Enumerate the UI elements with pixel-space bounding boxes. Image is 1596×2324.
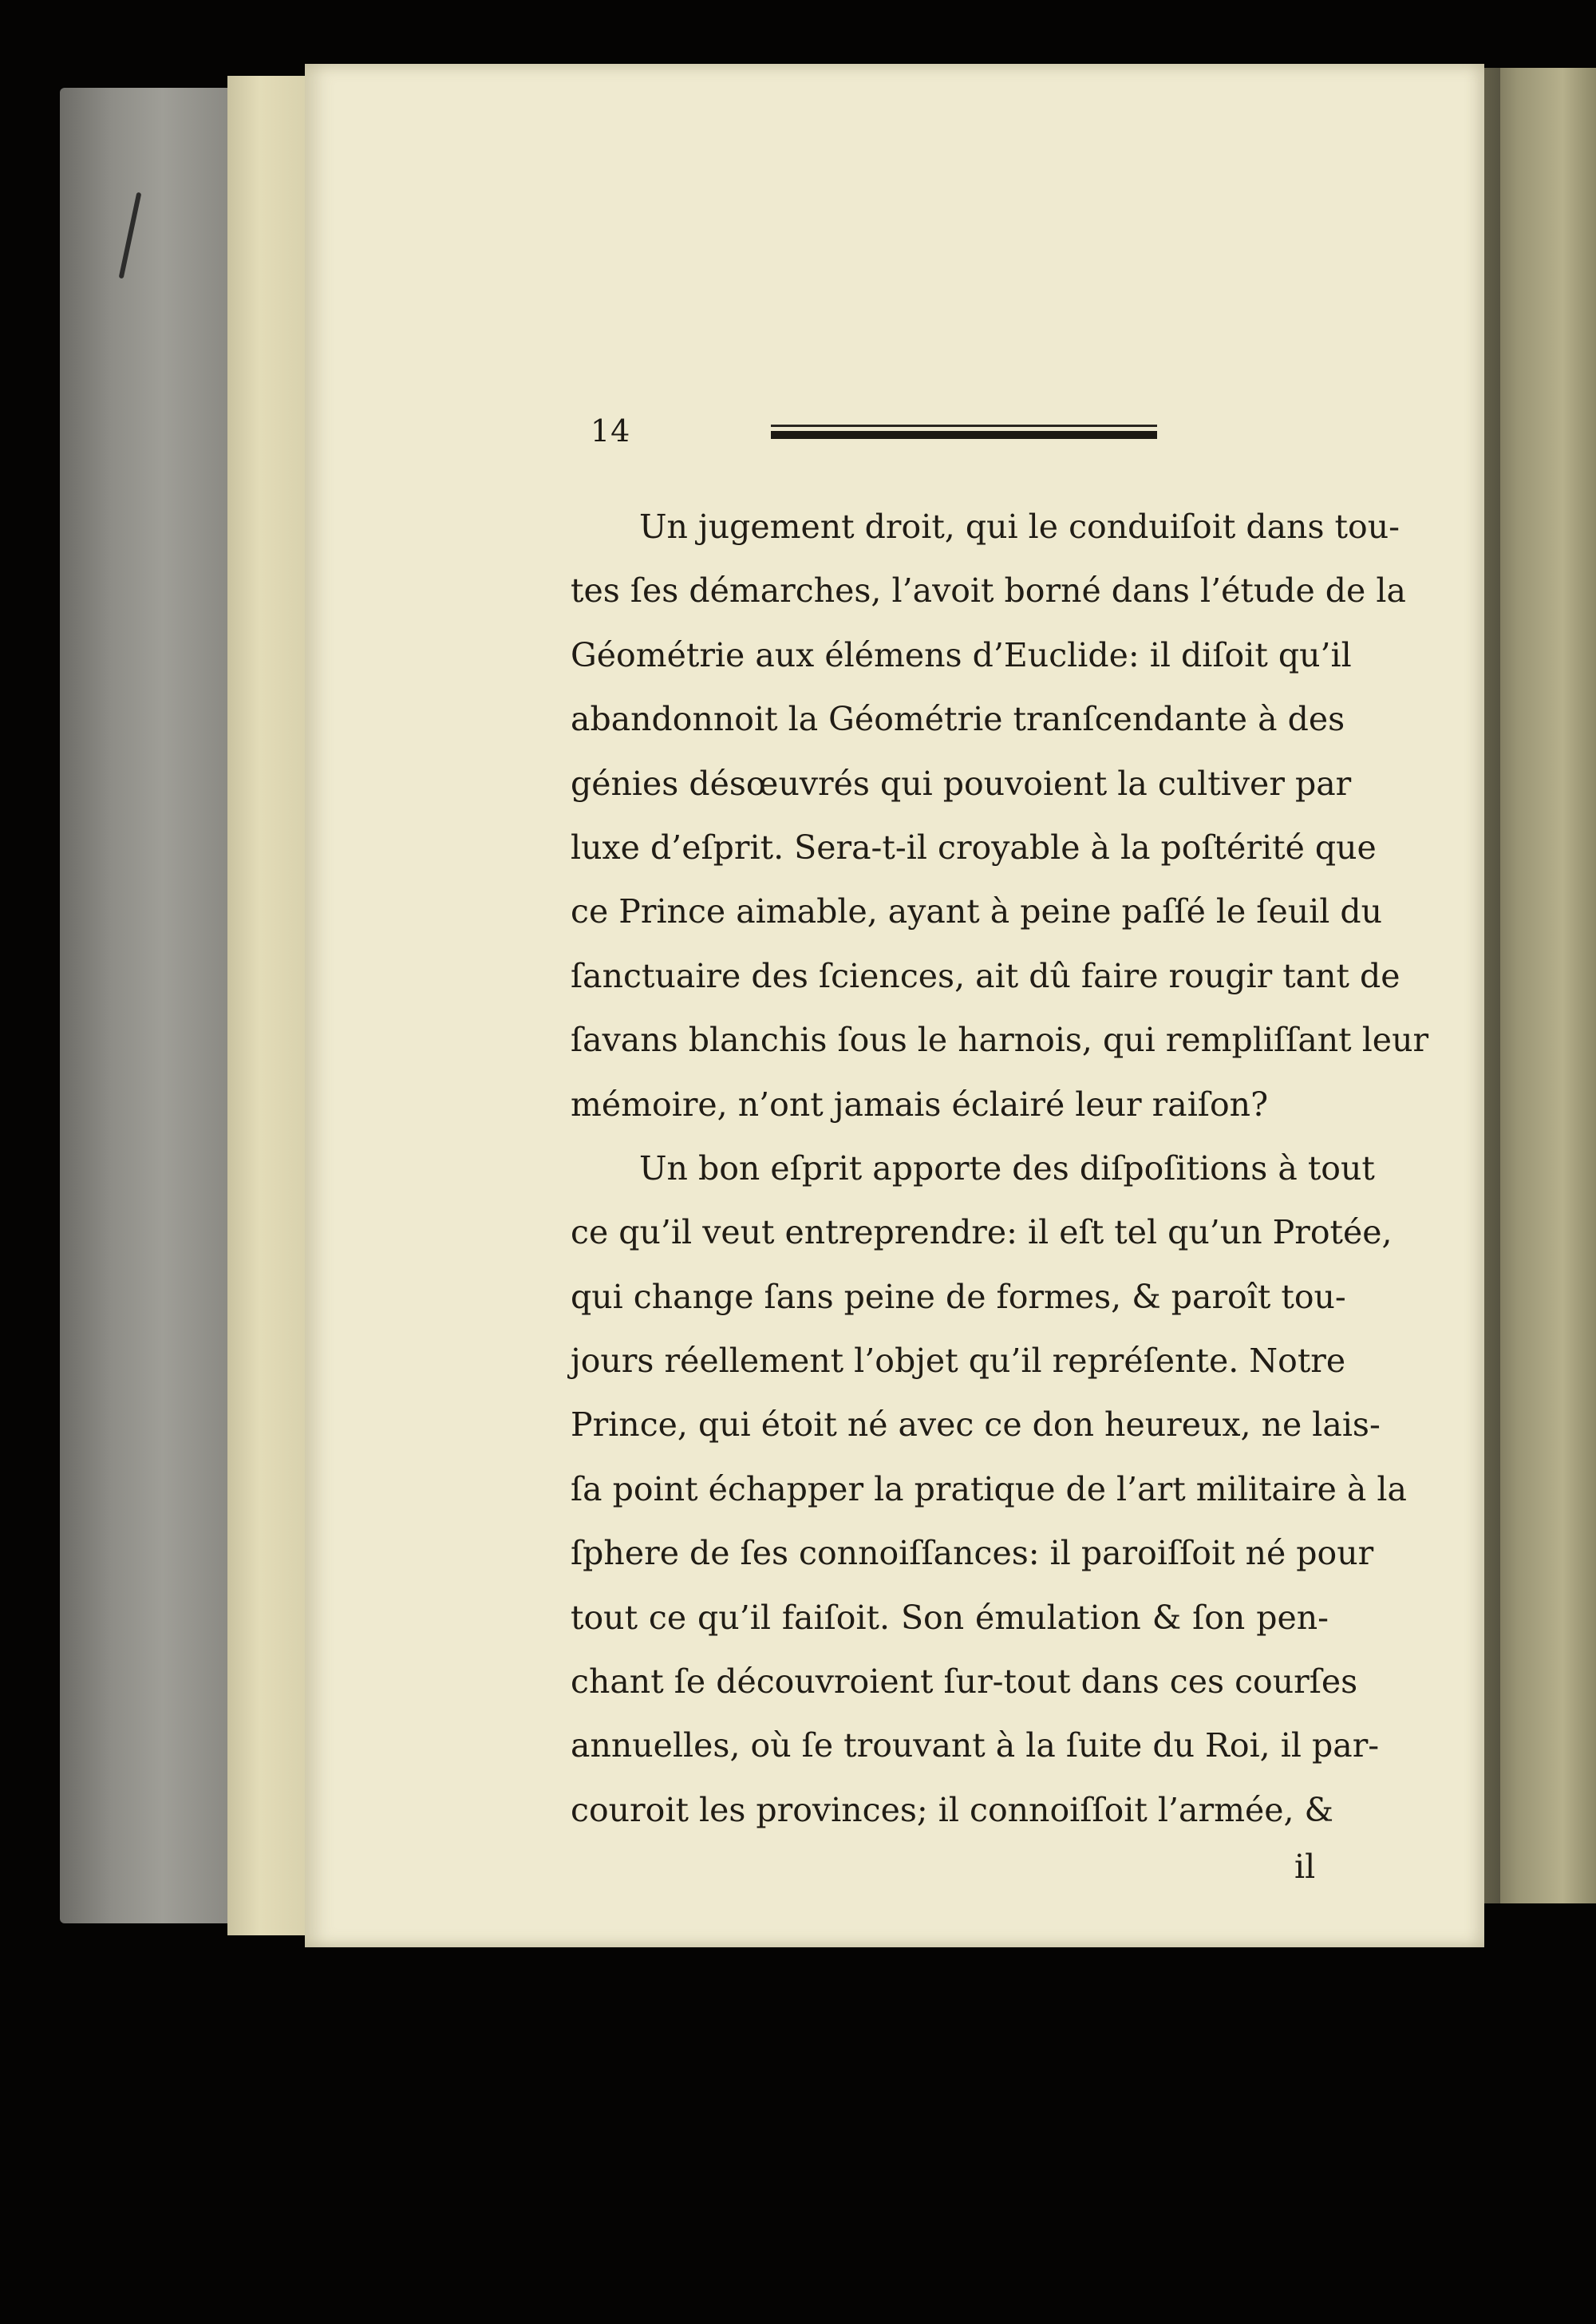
text-line: abandonnoit la Géométrie tranſcendante à des (571, 700, 1345, 739)
text-line: génies désœuvrés qui pouvoient la cultiver par (571, 764, 1352, 803)
header-rule-thin (771, 425, 1157, 427)
page-number: 14 (591, 413, 631, 449)
text-line: ſanctuaire des ſciences, ait dû faire rougir tant de (571, 956, 1400, 995)
text-line: qui change ſans peine de formes, & paroît tou- (571, 1277, 1346, 1316)
book-cover-spine (60, 88, 231, 1923)
text-line: Prince, qui étoit né avec ce don heureux, ne lais- (571, 1405, 1381, 1445)
text-line: ce qu’il veut entreprendre: il eſt tel qu’un Protée, (571, 1213, 1393, 1252)
text-line: jours réellement l’objet qu’il repréſente. Notre (571, 1342, 1346, 1381)
text-line: tes ſes démarches, l’avoit borné dans l’étude de la (571, 571, 1406, 611)
page-header (591, 413, 1165, 461)
body-text (571, 495, 1429, 1842)
text-line: annuelles, où ſe trouvant à la ſuite du Roi, il par- (571, 1726, 1380, 1765)
header-rule (771, 431, 1157, 439)
text-line: ſa point échapper la pratique de l’art militaire à la (571, 1469, 1407, 1508)
page-block-edge (227, 76, 309, 1935)
text-line: Géométrie aux élémens d’Euclide: il diſoit qu’il (571, 635, 1352, 674)
text-line: chant ſe découvroient ſur-tout dans ces courſes (571, 1662, 1358, 1702)
text-line: ce Prince aimable, ayant à peine paſſé le ſeuil du (571, 892, 1383, 931)
text-line: luxe d’eſprit. Sera-t-il croyable à la poſtérité que (571, 828, 1377, 867)
catchword: il (1294, 1848, 1316, 1886)
text-line: tout ce qu’il faiſoit. Son émulation & ſon pen- (571, 1598, 1329, 1637)
text-line: Un jugement droit, qui le conduiſoit dans tou- (639, 508, 1400, 546)
text-line: Un bon eſprit apporte des diſpoſitions à tout (639, 1148, 1375, 1188)
text-line: ſphere de ſes connoiſſances: il paroiſſoit né pour (571, 1534, 1374, 1573)
next-page-edge (1484, 68, 1596, 1903)
text-line: mémoire, n’ont jamais éclairé leur raiſon? (571, 1085, 1269, 1124)
text-line: couroit les provinces; il connoiſſoit l’armée, & (571, 1790, 1334, 1829)
text-line: ſavans blanchis ſous le harnois, qui rempliſſant leur (571, 1021, 1429, 1060)
